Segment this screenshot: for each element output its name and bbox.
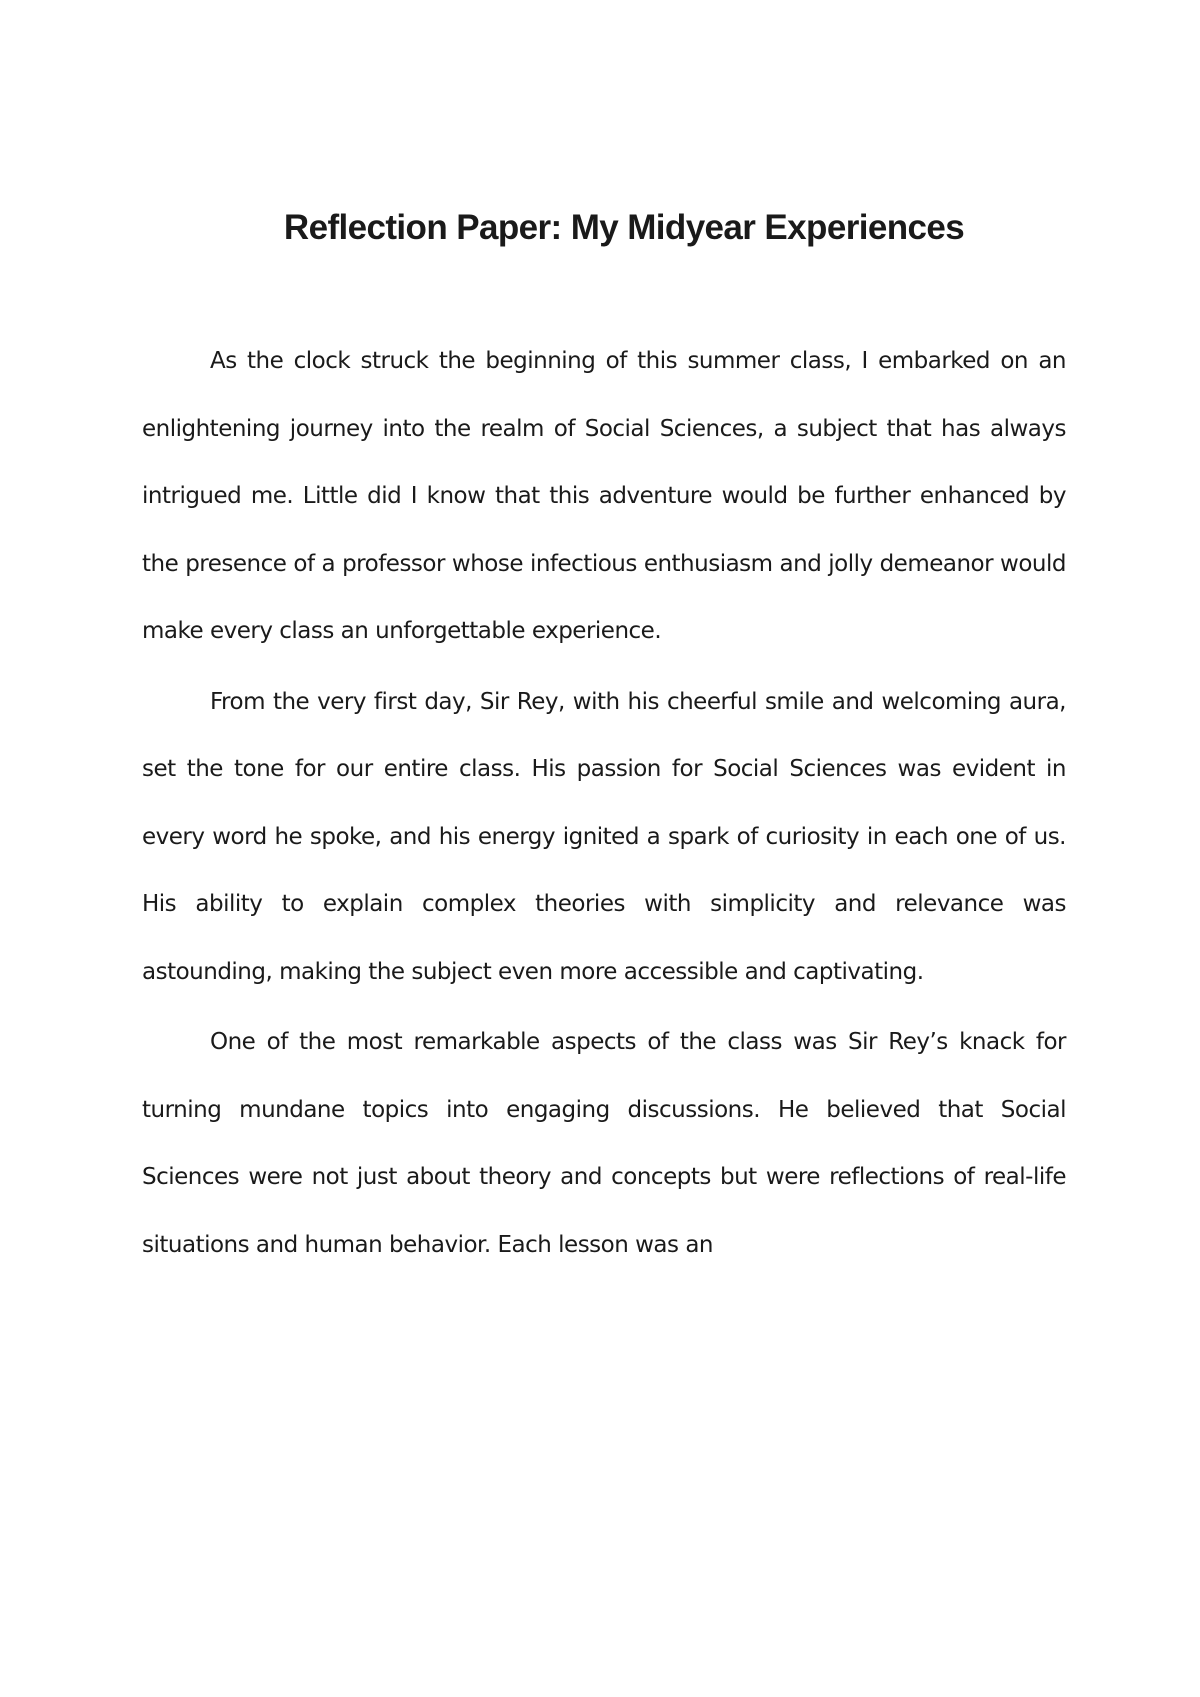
paragraph: As the clock struck the beginning of this summer class, I embarked on an enlightening journey into the realm of Social Sciences, a subject that has always intrigued me. Little did I know that this adventure would be further enhanced by the presence of a professor whose infectious enthusiasm and jolly demeanor would make every class an unforgettable experience. (142, 348, 1066, 644)
paragraph: One of the most remarkable aspects of the class was Sir Rey’s knack for turning mundane topics into engaging discussions. He believed that Social Sciences were not just about theory and concepts but were reflections of real-life situations and human behavior. Each lesson was an (142, 1029, 1066, 1258)
document-title: Reflection Paper: My Midyear Experiences (283, 208, 965, 247)
document-body (142, 328, 1066, 1282)
paragraph: From the very first day, Sir Rey, with his cheerful smile and welcoming aura, set the tone for our entire class. His passion for Social Sciences was evident in every word he spoke, and his energy ignited a spark of curiosity in each one of us. His ability to explain complex theories with simplicity and relevance was astounding, making the subject even more accessible and captivating. (142, 688, 1066, 985)
